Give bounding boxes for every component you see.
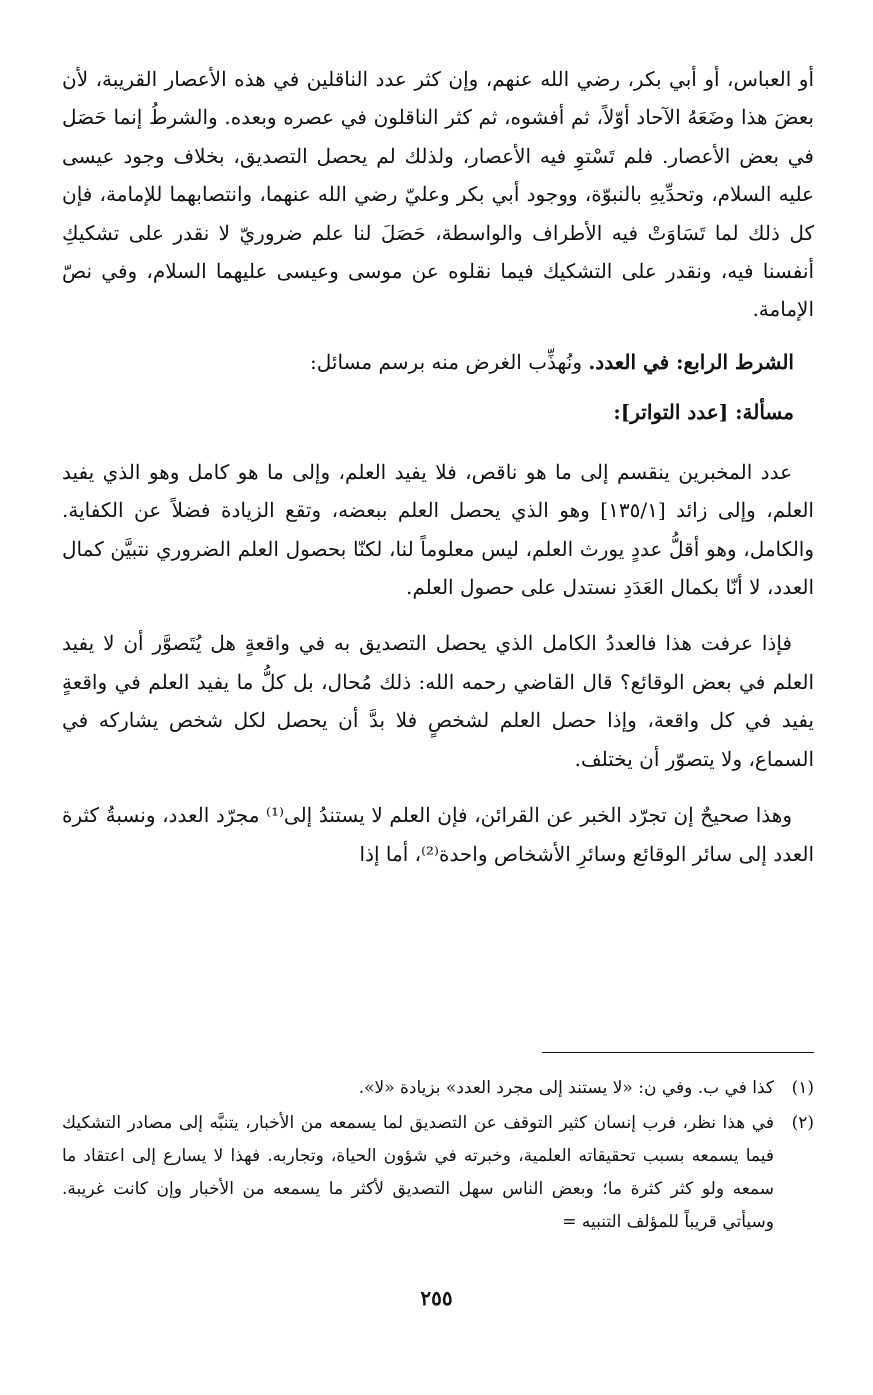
footnote-separator [542,1052,814,1053]
footnote [62,1072,814,1105]
footnote [62,1107,814,1239]
main-text [62,60,814,873]
footnote-text: في هذا نظر، فرب إنسان كثير التوقف عن التصديق لما يسمعه من الأخبار، يتنبَّه إلى مصادر التشكيك فيما يسمعه بسبب تحقيقاته العلمية، وخبرته في شؤون الحياة، وتجاربه. فهذا لا يسارع إلى اعتقاد ما سمعه ولو كثر كثرة ما؛ وبعض الناس سهل التصديق لأكثر ما يسمعه من الأخبار وإن كانت غريبة. وسيأتي قريباً للمؤلف التنبيه = [62,1113,774,1232]
issue-heading [62,393,814,431]
issue-heading-bold: مسألة: [عدد التواتر]: [613,399,794,424]
footnotes [62,1072,814,1241]
condition-heading-bold: الشرط الرابع: في العدد. [588,349,794,374]
page-number: ٢٥٥ [420,1286,453,1310]
paragraph-correct-if-stripped: وهذا صحيحٌ إن تجرّد الخبر عن القرائن، فإن العلم لا يستندُ إلى⁽¹⁾ مجرّد العدد، ونسبةُ كثرة العدد إلى سائر الوقائع وسائرِ الأشخاص واحدة⁽²⁾، أما إذا [62,803,814,866]
footnote-number: (١) [791,1078,814,1098]
condition-heading-rest: ونُهذِّب الغرض منه برسم مسائل: [310,349,589,374]
paragraph-number-of-informants: عدد المخبرين ينقسم إلى ما هو ناقص، فلا يفيد العلم، وإلى ما هو كامل وهو الذي يفيد العلم، وإلى زائد [١٣٥/١] وهو الذي يحصل العلم ببعضه، وتقع الزيادة فضلاً عن الكفاية. والكامل، وهو أقلُّ عددٍ يورث العلم، ليس معلوماً لنا، لكنّا بحصول العلم الضروري نتبيَّن كمال العدد، لا أنّا بكمال العَدَدِ نستدل على حصول العلم. [62,459,814,600]
condition-heading [62,343,814,381]
paragraph-opening: أو العباس، أو أبي بكر، رضي الله عنهم، وإن كثر عدد الناقلين في هذه الأعصار القريبة، لأن بعضَ هذا وضَعَهُ الآحاد أوّلاً، ثم أفشوه، ثم كثر الناقلون في عصره وبعده. والشرطُ إنما حَصَل في بعض الأعصار. فلم تَسْتوِ فيه الأعصار، ولذلك لم يحصل التصديق، بخلاف وجود عيسى عليه السلام، وتحدِّيهِ بالنبوّة، ووجود أبي بكر وعليّ رضي الله عنهما، وانتصابهما للإمامة، فإن كل ذلك لما تَسَاوَتْ فيه الأطراف والواسطة، حَصَلَ لنا علم ضروريّ لا نقدر على تشكيكِ أنفسنا فيه، ونقدر على التشكيك فيما نقلوه عن موسى وعيسى عليهما السلام، وفي نصّ الإمامة. [62,67,814,322]
footnote-text: كذا في ب. وفي ن: «لا يستند إلى مجرد العدد» بزيادة «لا». [358,1078,774,1098]
footnote-number: (٢) [791,1113,814,1133]
paragraph-complete-number: فإذا عرفت هذا فالعددُ الكامل الذي يحصل التصديق به في واقعةٍ هل يُتَصوَّر أن لا يفيد العلم في بعض الوقائع؟ قال القاضي رحمه الله: ذلك مُحال، بل كلُّ ما يفيد العلم في واقعةٍ يفيد في كل واقعة، وإذا حصل العلم لشخصٍ فلا بدَّ أن يحصل لكل شخص يشاركه في السماع، ولا يتصوّر أن يختلف. [62,631,815,771]
